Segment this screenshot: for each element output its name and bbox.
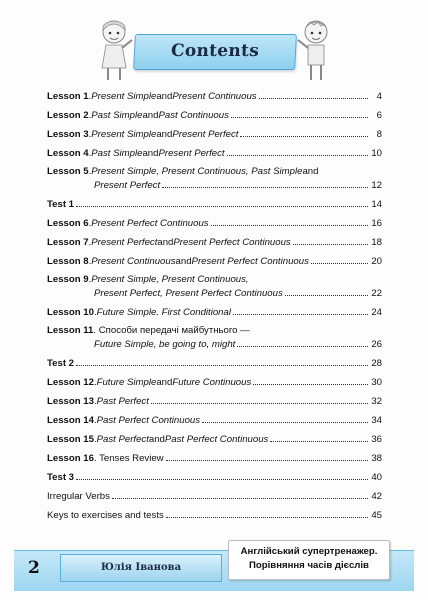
dot-leader: [76, 357, 368, 366]
toc-page-number: 10: [371, 148, 382, 159]
toc-entry-text: Future Simple: [96, 377, 157, 388]
toc-entry-text: and: [156, 91, 173, 102]
toc-entry-text: Present Perfect: [91, 237, 158, 248]
toc-entry-lead: Lesson 6: [47, 218, 89, 229]
toc-entry-text: .: [88, 148, 92, 159]
toc-entry-text: .: [93, 396, 97, 407]
toc-entry: [47, 357, 382, 370]
table-of-contents: [47, 90, 382, 522]
dot-leader: [202, 414, 368, 423]
dot-leader: [211, 217, 368, 226]
toc-page-number: 38: [371, 453, 382, 464]
toc-entry-text: Future Continuous: [172, 377, 252, 388]
toc-entry-lead: Lesson 7: [47, 237, 89, 248]
toc-entry-text: and: [157, 237, 174, 248]
toc-entry-text: Keys to exercises and tests: [47, 510, 164, 521]
toc-entry-text: and: [302, 166, 319, 177]
contents-banner: [133, 34, 297, 70]
toc-entry-lead: Lesson 3: [47, 129, 89, 140]
toc-page-number: 32: [371, 396, 382, 407]
dot-leader: [166, 509, 368, 518]
page-title: Contents: [170, 41, 260, 61]
toc-entry: [47, 414, 382, 427]
toc-entry-lead: Lesson 1: [47, 91, 89, 102]
toc-entry-text: Present Simple: [91, 129, 157, 140]
dot-leader: [151, 395, 368, 404]
toc-page-number: 16: [371, 218, 382, 229]
toc-entry-text: Future Simple, be going to, might: [94, 339, 236, 350]
toc-entry-text: and: [142, 148, 159, 159]
toc-entry-text: .: [88, 110, 92, 121]
toc-entry-continuation: [47, 338, 382, 351]
dot-leader: [285, 287, 368, 296]
toc-entry-continuation: [47, 179, 382, 192]
toc-entry-text: and: [156, 129, 173, 140]
toc-page-number: 6: [376, 110, 382, 121]
toc-entry-text: Past Perfect: [96, 396, 149, 407]
toc-entry: [47, 509, 382, 522]
dot-leader: [227, 147, 368, 156]
toc-entry-text: and: [148, 434, 165, 445]
toc-entry-text: Present Perfect, Present Perfect Continuous: [94, 288, 283, 299]
toc-entry-text: .: [88, 166, 92, 177]
toc-entry-lead: Test 1: [47, 199, 75, 210]
toc-entry-lead: Lesson 13: [47, 396, 94, 407]
toc-entry-lead: Lesson 16: [47, 453, 94, 464]
dot-leader: [76, 471, 368, 480]
book-title-line-2: Порівняння часів дієслів: [249, 560, 369, 571]
dot-leader: [233, 306, 368, 315]
toc-page-number: 20: [371, 256, 382, 267]
toc-entry-text: and: [156, 377, 173, 388]
dot-leader: [293, 236, 368, 245]
toc-page-number: 8: [376, 129, 382, 140]
toc-page-number: 28: [371, 358, 382, 369]
toc-page-number: 4: [376, 91, 382, 102]
toc-entry-text: Present Simple, Present Continuous,: [91, 274, 249, 285]
toc-entry-lead: Lesson 11: [47, 325, 94, 336]
toc-entry-lead: Lesson 14: [47, 415, 94, 426]
toc-entry-text: .: [88, 91, 92, 102]
toc-entry-text: .: [93, 415, 97, 426]
toc-page-number: 34: [371, 415, 382, 426]
page-number: 2: [28, 558, 40, 578]
toc-entry-text: .: [93, 307, 97, 318]
toc-page-number: 14: [371, 199, 382, 210]
toc-entry-lead: Lesson 4: [47, 148, 89, 159]
toc-entry-text: Present Perfect: [158, 148, 225, 159]
toc-page-number: 24: [371, 307, 382, 318]
dot-leader: [237, 338, 368, 347]
toc-entry-lead: Lesson 8: [47, 256, 89, 267]
book-title-line-1: Англійський супертренажер.: [240, 546, 378, 557]
cartoon-girl-icon: [94, 18, 134, 82]
toc-entry-text: .: [88, 218, 92, 229]
toc-entry: [47, 325, 382, 337]
toc-entry-text: Past Perfect: [96, 434, 149, 445]
toc-entry-text: .: [88, 256, 92, 267]
dot-leader: [162, 179, 368, 188]
toc-entry-continuation: [47, 287, 382, 300]
toc-page-number: 36: [371, 434, 382, 445]
toc-entry-lead: Lesson 15: [47, 434, 94, 445]
dot-leader: [240, 128, 368, 137]
toc-entry-text: Present Perfect: [94, 180, 161, 191]
toc-entry-text: Past Simple: [91, 110, 143, 121]
toc-entry: [47, 376, 382, 389]
toc-entry: [47, 255, 382, 268]
toc-entry: [47, 166, 382, 178]
toc-entry-text: .: [88, 129, 92, 140]
toc-entry-text: .: [88, 237, 92, 248]
author-tab: [60, 554, 222, 582]
dot-leader: [253, 376, 368, 385]
toc-entry-text: Present Simple: [91, 91, 157, 102]
toc-entry-lead: Test 2: [47, 358, 75, 369]
cartoon-boy-icon: [296, 18, 336, 82]
toc-entry-text: Present Continuous: [172, 91, 257, 102]
toc-entry-lead: Lesson 12: [47, 377, 94, 388]
contents-header: [84, 18, 344, 78]
toc-entry: [47, 471, 382, 484]
toc-entry-text: Present Continuous: [91, 256, 176, 267]
toc-entry-text: . Tenses Review: [93, 453, 164, 464]
toc-entry: [47, 236, 382, 249]
toc-entry: [47, 452, 382, 465]
toc-entry-lead: Lesson 2: [47, 110, 89, 121]
toc-entry-text: .: [93, 377, 97, 388]
toc-entry-text: .: [93, 434, 97, 445]
dot-leader: [311, 255, 368, 264]
toc-entry-text: Present Perfect Continuous: [191, 256, 309, 267]
dot-leader: [76, 198, 368, 207]
toc-entry-text: Future Simple. First Conditional: [96, 307, 231, 318]
toc-entry: [47, 90, 382, 103]
toc-page-number: 30: [371, 377, 382, 388]
toc-entry: [47, 274, 382, 286]
toc-page-number: 45: [371, 510, 382, 521]
toc-entry-lead: Lesson 9: [47, 274, 89, 285]
toc-entry-text: Past Simple: [91, 148, 143, 159]
toc-entry-text: Irregular Verbs: [47, 491, 110, 502]
toc-entry-text: Present Perfect Continuous: [91, 218, 209, 229]
toc-entry-text: and: [142, 110, 159, 121]
toc-entry-text: Present Perfect Continuous: [173, 237, 291, 248]
toc-entry-text: Past Perfect Continuous: [96, 415, 201, 426]
toc-entry: [47, 109, 382, 122]
dot-leader: [112, 490, 368, 499]
toc-entry: [47, 433, 382, 446]
toc-entry: [47, 395, 382, 408]
toc-entry: [47, 217, 382, 230]
toc-page-number: 12: [371, 180, 382, 191]
dot-leader: [259, 90, 368, 99]
toc-entry-lead: Lesson 5: [47, 166, 89, 177]
toc-entry: [47, 198, 382, 211]
toc-entry-text: Present Simple, Present Continuous, Past Simple: [91, 166, 303, 177]
toc-page-number: 22: [371, 288, 382, 299]
dot-leader: [270, 433, 368, 442]
toc-page-number: 42: [371, 491, 382, 502]
page-footer: [0, 532, 428, 600]
toc-entry: [47, 490, 382, 503]
toc-page-number: 18: [371, 237, 382, 248]
dot-leader: [166, 452, 368, 461]
toc-entry-text: Present Perfect: [172, 129, 239, 140]
toc-entry-text: .: [88, 274, 92, 285]
toc-entry-text: . Способи передачі майбутнього —: [93, 325, 250, 336]
toc-entry-text: and: [175, 256, 192, 267]
toc-entry: [47, 147, 382, 160]
toc-entry: [47, 128, 382, 141]
book-title-tab: [228, 540, 390, 580]
toc-page-number: 26: [371, 339, 382, 350]
toc-entry-lead: Test 3: [47, 472, 75, 483]
toc-entry-lead: Lesson 10: [47, 307, 94, 318]
toc-page-number: 40: [371, 472, 382, 483]
toc-entry: [47, 306, 382, 319]
author-name: Юлія Іванова: [100, 562, 182, 573]
dot-leader: [231, 109, 368, 118]
toc-entry-text: Past Perfect Continuous: [164, 434, 269, 445]
toc-entry-text: Past Continuous: [158, 110, 229, 121]
